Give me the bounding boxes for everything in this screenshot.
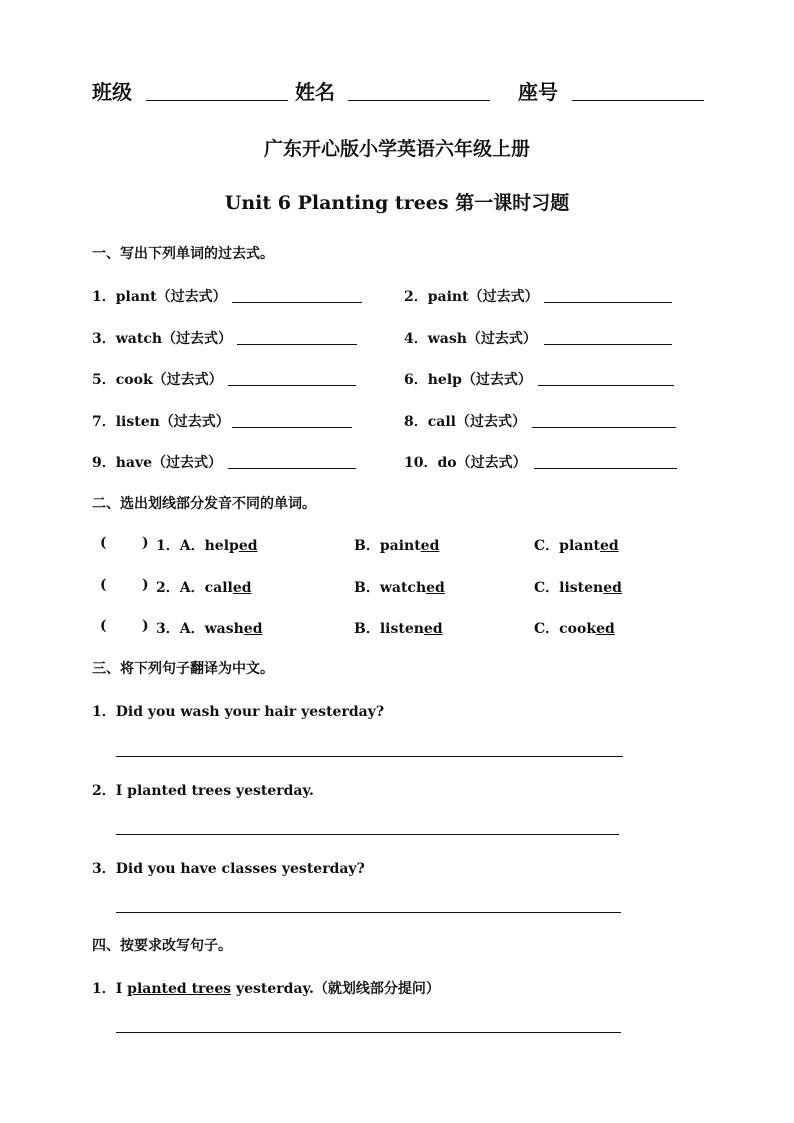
s2-num-1: 1．A． (156, 538, 205, 554)
s1-item-8: 8．call（过去式） (404, 414, 526, 430)
s2-option-b-2 (354, 577, 445, 597)
s1-answer-9[interactable] (228, 468, 356, 469)
s2-c3-stem: cook (559, 621, 597, 637)
s2-b1-prefix: B． (354, 538, 380, 554)
s1-item-4: 4．wash（过去式） (404, 331, 537, 347)
s2-option-b-3 (354, 618, 443, 638)
section4-heading: 四、按要求改写句子。 (92, 938, 232, 954)
s2-b1-suffix: ed (420, 538, 440, 554)
s1-item-5: 5．cook（过去式） (92, 372, 223, 388)
s2-option-c-2 (534, 577, 622, 597)
section2-heading: 二、选出划线部分发音不同的单词。 (92, 496, 316, 512)
s1-answer-3[interactable] (237, 344, 357, 345)
s2-c2-suffix: ed (603, 580, 622, 596)
name-label: 姓名 (295, 80, 335, 104)
s2-c3-prefix: C． (534, 621, 560, 637)
s2-c2-prefix: C． (534, 580, 560, 596)
s1-item-7: 7．listen（过去式） (92, 414, 230, 430)
s3-answer-3[interactable] (116, 912, 621, 913)
s2-b2-stem: watch (379, 580, 427, 596)
s2-a3-stem: wash (204, 621, 244, 637)
s2-b3-suffix: ed (423, 621, 443, 637)
s2-option-a-2 (156, 577, 252, 597)
s4-item-1-suffix: yesterday.（就划线部分提问） (231, 981, 440, 997)
s2-c3-suffix: ed (596, 621, 615, 637)
s1-answer-2[interactable] (544, 302, 672, 303)
s2-a3-suffix: ed (243, 621, 263, 637)
page-subtitle: Unit 6 Planting trees 第一课时习题 (224, 192, 570, 214)
s2-a1-suffix: ed (238, 538, 258, 554)
s1-answer-10[interactable] (534, 468, 677, 469)
s2-num-3: 3．A． (156, 621, 205, 637)
s1-item-10: 10．do（过去式） (404, 455, 527, 471)
s2-option-c-1 (534, 535, 619, 555)
s2-paren-open-3: ( (100, 618, 107, 634)
s4-item-1-prefix: 1．I (92, 981, 128, 997)
class-label: 班级 (92, 80, 132, 104)
s2-b3-stem: listen (379, 621, 424, 637)
section3-heading: 三、将下列句子翻译为中文。 (92, 661, 274, 677)
s2-option-c-3 (534, 618, 615, 638)
s2-c1-prefix: C． (534, 538, 560, 554)
s2-num-2: 2．A． (156, 580, 205, 596)
s2-c1-stem: plant (559, 538, 600, 554)
s1-answer-6[interactable] (538, 385, 674, 386)
s1-item-3: 3．watch（过去式） (92, 331, 233, 347)
s2-b2-prefix: B． (354, 580, 380, 596)
s2-a2-stem: call (204, 580, 233, 596)
s1-item-6: 6．help（过去式） (404, 372, 532, 388)
name-field[interactable] (348, 100, 490, 101)
s2-b3-prefix: B． (354, 621, 380, 637)
section1-heading: 一、写出下列单词的过去式。 (92, 246, 274, 262)
s2-option-a-3 (156, 618, 263, 638)
s2-paren-close-1[interactable]: ) (142, 535, 149, 551)
s2-paren-open-1: ( (100, 535, 107, 551)
s3-item-1: 1．Did you wash your hair yesterday? (92, 704, 385, 720)
s3-answer-2[interactable] (116, 834, 619, 835)
s4-answer-1[interactable] (116, 1032, 621, 1033)
class-field[interactable] (146, 100, 288, 101)
s2-option-b-1 (354, 535, 439, 555)
s3-item-2: 2．I planted trees yesterday. (92, 783, 314, 799)
s2-paren-open-2: ( (100, 577, 107, 593)
s4-item-1-underlined: planted trees (127, 981, 232, 997)
s1-item-9: 9．have（过去式） (92, 455, 223, 471)
s2-option-a-1 (156, 535, 258, 555)
s1-answer-8[interactable] (532, 427, 676, 428)
s2-a1-stem: help (204, 538, 239, 554)
seat-field[interactable] (572, 100, 704, 101)
s1-answer-4[interactable] (544, 344, 672, 345)
s2-paren-close-2[interactable]: ) (142, 577, 149, 593)
seat-label: 座号 (518, 80, 558, 104)
s2-b2-suffix: ed (426, 580, 445, 596)
s1-answer-7[interactable] (232, 427, 352, 428)
s1-item-1: 1．plant（过去式） (92, 289, 227, 305)
s3-answer-1[interactable] (116, 756, 623, 757)
s1-answer-5[interactable] (228, 385, 356, 386)
s2-b1-stem: paint (379, 538, 421, 554)
s1-answer-1[interactable] (232, 302, 362, 303)
s1-item-2: 2．paint（过去式） (404, 289, 539, 305)
s2-paren-close-3[interactable]: ) (142, 618, 149, 634)
s2-c1-suffix: ed (599, 538, 619, 554)
s3-item-3: 3．Did you have classes yesterday? (92, 861, 365, 877)
s2-a2-suffix: ed (232, 580, 252, 596)
page-title: 广东开心版小学英语六年级上册 (263, 138, 530, 160)
s4-item-1 (92, 978, 440, 998)
s2-c2-stem: listen (559, 580, 604, 596)
